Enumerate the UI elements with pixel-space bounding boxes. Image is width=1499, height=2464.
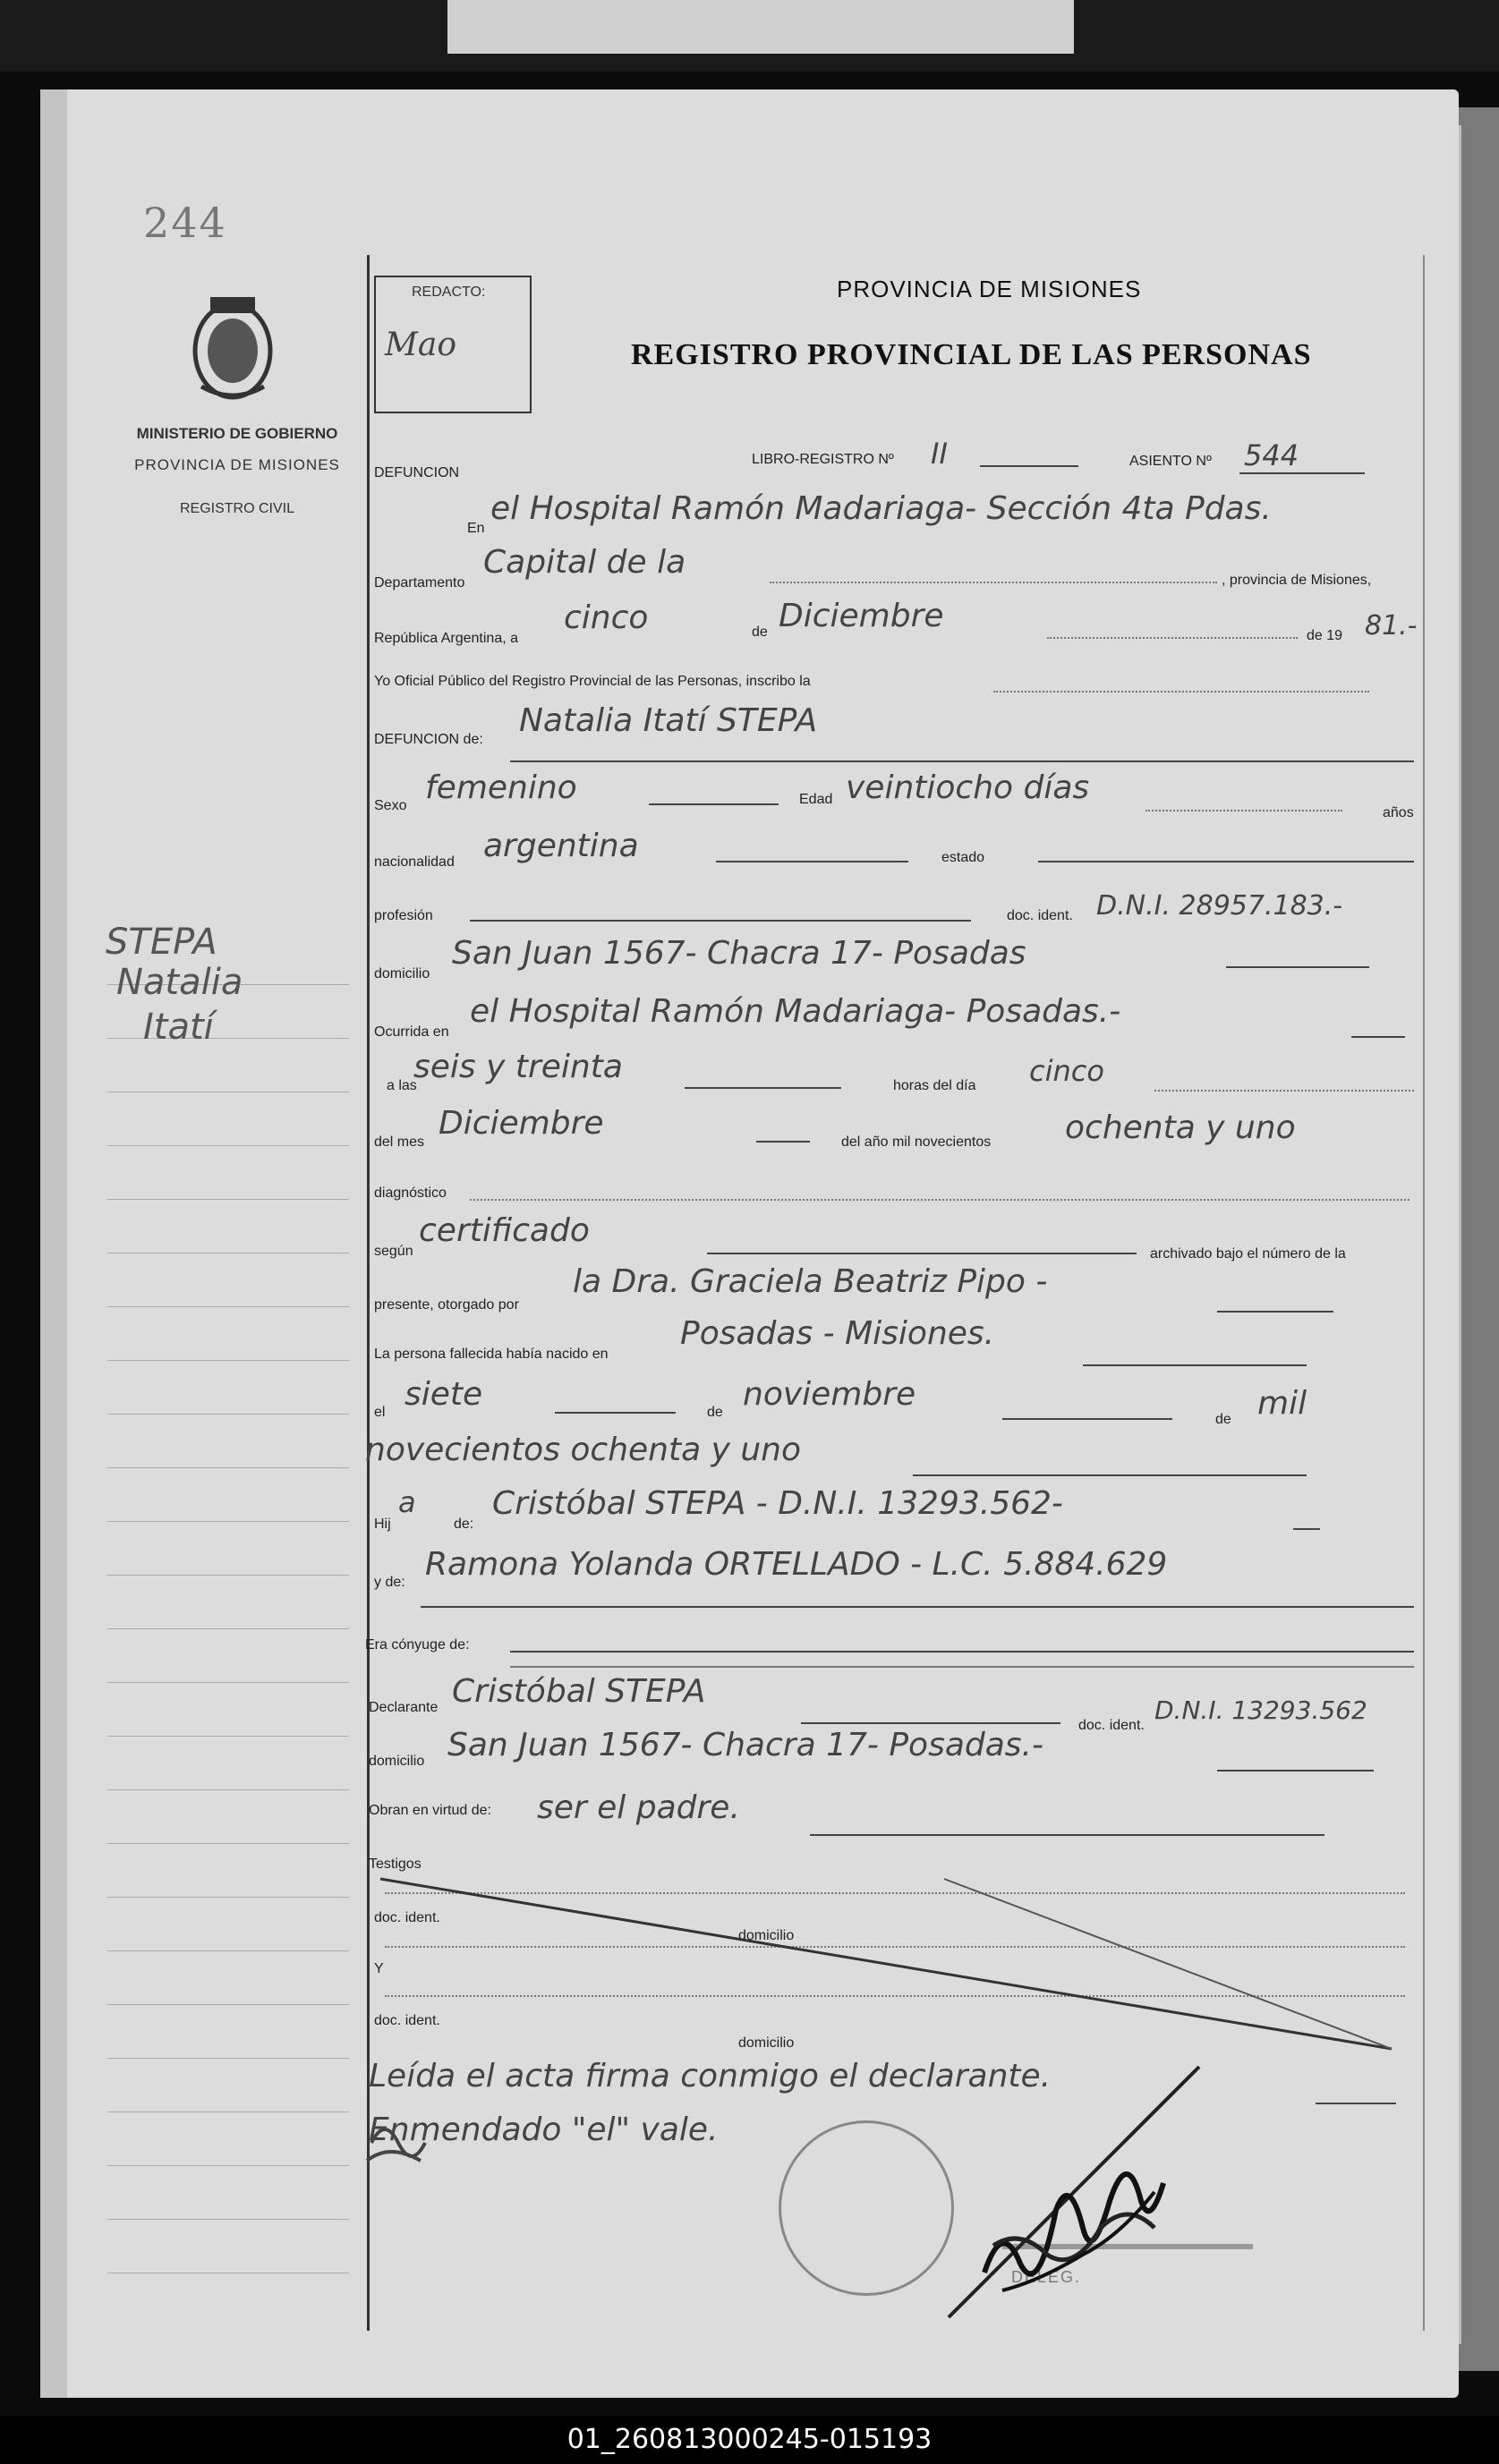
testigo1-dom-label: domicilio: [738, 1928, 795, 1943]
margin-note-surname: STEPA: [106, 922, 217, 963]
profesion-label: profesión: [374, 908, 433, 923]
rule: [685, 1087, 841, 1089]
margin-rule: [107, 1897, 349, 1898]
cancel-lines: [371, 1870, 1427, 2076]
testigo1-doc-label: doc. ident.: [374, 1910, 440, 1925]
hij-label: Hij: [374, 1517, 391, 1532]
rule: [1316, 2103, 1396, 2104]
margin-rule: [107, 2058, 349, 2059]
rule: [1239, 472, 1365, 474]
header-registry: REGISTRO PROVINCIAL DE LAS PERSONAS: [631, 338, 1312, 371]
hora-value: seis y treinta: [413, 1049, 623, 1085]
margin-rule: [107, 1306, 349, 1307]
el-label: el: [374, 1405, 386, 1420]
rule: [1293, 1528, 1320, 1530]
republica-label: República Argentina, a: [374, 631, 518, 646]
margin-rule: [107, 1789, 349, 1790]
file-id-footer: 01_260813000245-015193: [0, 2416, 1499, 2464]
hij-de-label: de:: [454, 1517, 474, 1532]
segun-value: certificado: [419, 1212, 590, 1249]
rule: [555, 1412, 676, 1414]
sexo-value: femenino: [425, 769, 577, 806]
rule: [1047, 637, 1298, 639]
archivado-label: archivado bajo el número de la: [1150, 1246, 1346, 1262]
closing-line-2: Enmendado "el" vale.: [369, 2111, 719, 2148]
horas-label: horas del día: [893, 1078, 976, 1093]
departamento-value: Capital de la: [483, 544, 686, 581]
otorgado-value: la Dra. Graciela Beatriz Pipo -: [573, 1263, 1048, 1300]
nac-dia-value: siete: [405, 1376, 483, 1413]
redacto-value: Mao: [385, 327, 456, 363]
hij-suffix: a: [398, 1485, 416, 1519]
rule: [1083, 1364, 1307, 1366]
province-label: PROVINCIA DE MISIONES: [134, 456, 340, 473]
ocurrida-value: el Hospital Ramón Madariaga- Posadas.-: [470, 993, 1121, 1030]
rule: [1154, 1090, 1414, 1092]
doc-value: D.N.I. 28957.183.-: [1096, 890, 1343, 922]
margin-rule: [107, 1950, 349, 1951]
nacionalidad-label: nacionalidad: [374, 854, 455, 870]
domicilio-value: San Juan 1567- Chacra 17- Posadas: [452, 935, 1026, 972]
de-label: de: [752, 624, 768, 640]
obran-value: ser el padre.: [537, 1789, 740, 1826]
segun-label: según: [374, 1244, 413, 1259]
y-label: Y: [374, 1961, 384, 1976]
anio-fallec-value: ochenta y uno: [1065, 1109, 1296, 1146]
rule: [1217, 1311, 1333, 1313]
rule: [470, 1199, 1410, 1201]
page-stack-edge: [1457, 107, 1499, 2371]
presente-label: presente, otorgado por: [374, 1297, 519, 1313]
signature-icon: [931, 2058, 1235, 2326]
rule: [421, 1606, 1414, 1608]
madre-value: Ramona Yolanda ORTELLADO - L.C. 5.884.629: [425, 1546, 1168, 1583]
obran-label: Obran en virtud de:: [369, 1803, 491, 1818]
rule: [707, 1253, 1137, 1254]
decl-dom-value: San Juan 1567- Chacra 17- Posadas.-: [447, 1727, 1043, 1763]
margin-rule: [107, 1199, 349, 1200]
rule: [510, 1651, 1414, 1653]
margin-rule: [107, 2004, 349, 2005]
rule: [756, 1141, 810, 1143]
nac-de-label: de: [707, 1405, 723, 1420]
record-type-label: DEFUNCION: [374, 465, 460, 480]
margin-rule: [107, 1843, 349, 1844]
margin-rule: [107, 1414, 349, 1415]
del-anio-label: del año mil novecientos: [841, 1134, 992, 1150]
closing-line-1: Leída el acta firma conmigo el declarante.: [369, 2058, 1052, 2094]
defuncion-label: DEFUNCION de:: [374, 732, 483, 747]
testigo2-dom-label: domicilio: [738, 2035, 795, 2051]
margin-rule: [107, 1736, 349, 1737]
nacionalidad-value: argentina: [483, 828, 639, 864]
top-paper-edge: [447, 0, 1074, 54]
provincia-label: , provincia de Misiones,: [1222, 573, 1372, 588]
sexo-label: Sexo: [374, 798, 407, 813]
rule: [1351, 1036, 1405, 1038]
registro-civil-label: REGISTRO CIVIL: [179, 501, 295, 516]
nacido-label: La persona fallecida había nacido en: [374, 1347, 609, 1362]
en-value: el Hospital Ramón Madariaga- Sección 4ta Pdas.: [490, 490, 1272, 527]
scribble-mark: [362, 2107, 443, 2179]
redacto-label: REDACTO:: [412, 285, 486, 300]
decl-dom-label: domicilio: [369, 1754, 425, 1769]
oficial-label: Yo Oficial Público del Registro Provincial de las Personas, inscribo la: [374, 674, 811, 689]
margin-note-name: Natalia: [116, 962, 243, 1003]
rule: [1226, 966, 1369, 968]
diagnostico-label: diagnóstico: [374, 1185, 447, 1201]
margin-rule: [107, 1575, 349, 1576]
rule: [649, 803, 779, 805]
decl-doc-label: doc. ident.: [1078, 1718, 1145, 1733]
margin-rule: [107, 1360, 349, 1361]
margin-note-name2: Itatí: [143, 1007, 214, 1048]
margin-rule: [107, 1682, 349, 1683]
rule: [1146, 810, 1342, 811]
testigo2-doc-label: doc. ident.: [374, 2013, 440, 2028]
book-value: II: [931, 437, 948, 471]
ministry-label: MINISTERIO DE GOBIERNO: [136, 425, 338, 442]
rule: [510, 1666, 1414, 1668]
declarante-label: Declarante: [369, 1700, 439, 1715]
dia-value: cinco: [564, 599, 649, 636]
a-las-label: a las: [387, 1078, 417, 1093]
departamento-label: Departamento: [374, 575, 465, 591]
margin-rule: [107, 1145, 349, 1146]
nac-de2-label: de: [1215, 1412, 1231, 1427]
rule: [810, 1834, 1324, 1836]
nac-anio-value: novecientos ochenta y uno: [365, 1432, 802, 1468]
margin-rule: [107, 1467, 349, 1468]
rule: [913, 1474, 1307, 1476]
doc-label: doc. ident.: [1007, 908, 1073, 923]
rule: [1002, 1418, 1172, 1420]
rule: [470, 920, 971, 922]
testigos-label: Testigos: [369, 1856, 422, 1872]
nacido-value: Posadas - Misiones.: [680, 1315, 995, 1352]
domicilio-label: domicilio: [374, 966, 430, 981]
y-de-label: y de:: [374, 1575, 405, 1590]
rule: [510, 760, 1414, 762]
conyuge-label: Era cónyuge de:: [365, 1637, 470, 1653]
rule: [716, 861, 908, 862]
nac-mes-value: noviembre: [743, 1376, 916, 1413]
rule: [801, 1722, 1060, 1724]
header-province: PROVINCIA DE MISIONES: [837, 276, 1142, 302]
defuncion-value: Natalia Itatí STEPA: [519, 702, 818, 739]
anos-label: años: [1383, 805, 1414, 820]
page-binding-shadow: [40, 89, 67, 2398]
mes-fallec-value: Diciembre: [439, 1105, 604, 1142]
del-mes-label: del mes: [374, 1134, 425, 1150]
rule: [1038, 861, 1414, 862]
stamp-delegation-text: DELEG.: [1011, 2268, 1082, 2286]
dia-fallec-value: cinco: [1029, 1054, 1104, 1088]
rule: [980, 465, 1078, 467]
margin-rule: [107, 1628, 349, 1629]
margin-rule: [107, 1521, 349, 1522]
padre-value: Cristóbal STEPA - D.N.I. 13293.562-: [492, 1485, 1063, 1522]
coat-of-arms-icon: [183, 288, 282, 404]
edad-value: veintiocho días: [846, 769, 1090, 806]
declarante-value: Cristóbal STEPA: [452, 1673, 706, 1710]
margin-rule: [107, 2111, 349, 2112]
mes-value: Diciembre: [779, 598, 944, 634]
edad-label: Edad: [799, 792, 833, 807]
book-label: LIBRO-REGISTRO Nº: [752, 452, 894, 467]
form-left-border: [367, 255, 370, 2331]
estado-label: estado: [941, 850, 985, 865]
rule: [993, 691, 1369, 692]
en-label: En: [467, 521, 485, 536]
rule: [770, 582, 1217, 583]
ocurrida-label: Ocurrida en: [374, 1024, 449, 1040]
nac-mil-value: mil: [1257, 1385, 1307, 1422]
anio-value: 81.-: [1365, 610, 1418, 641]
entry-label: ASIENTO Nº: [1129, 454, 1212, 469]
margin-rule: [107, 2165, 349, 2166]
margin-rule: [107, 2219, 349, 2220]
entry-value: 544: [1244, 438, 1299, 472]
page-number: 244: [143, 199, 227, 247]
official-round-stamp: [779, 2120, 954, 2296]
anio-label: de 19: [1307, 628, 1343, 643]
decl-doc-value: D.N.I. 13293.562: [1154, 1695, 1367, 1725]
rule: [1217, 1770, 1374, 1772]
